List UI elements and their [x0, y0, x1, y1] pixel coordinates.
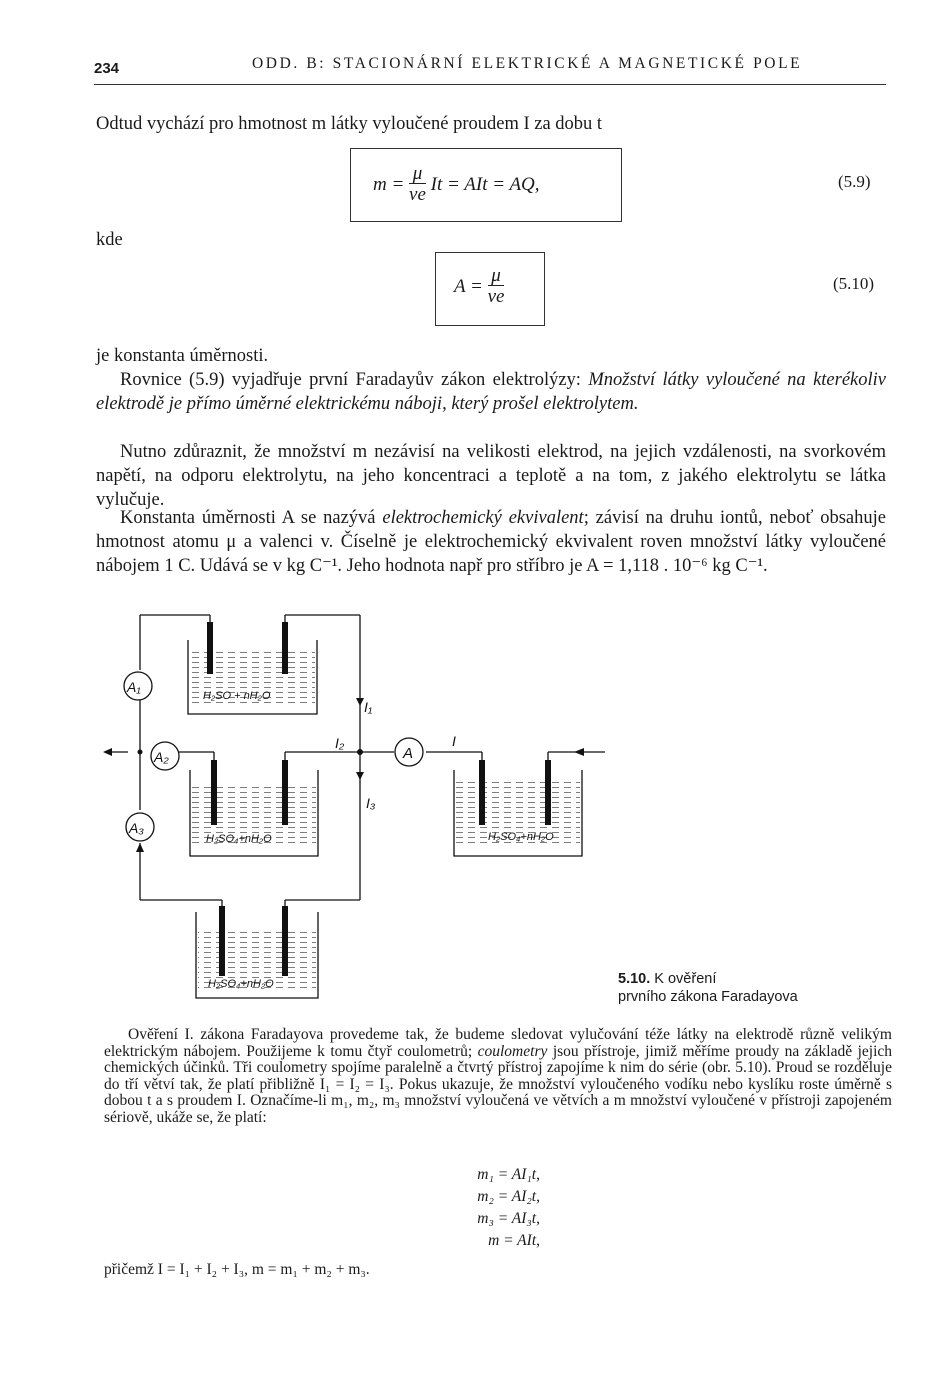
- label-cell-middle: H₂SO₄+nH₂O: [206, 833, 272, 845]
- coulometer-circuit-diagram: [0, 600, 945, 1010]
- junction-node: [357, 749, 363, 755]
- konstanta-text: je konstanta úměrnosti.: [96, 346, 269, 366]
- running-header: ODD. B: STACIONÁRNÍ ELEKTRICKÉ A MAGNETICKÉ POLE: [252, 55, 803, 72]
- equation-5-10-label: (5.10): [833, 274, 875, 293]
- paragraph-independence: Nutno zdůraznit, že množství m nezávisí na velikosti elektrod, na jejich vzdálenosti, na svorkovém napětí, na odporu elektrolytu, na jeho koncentraci a teplotě a na tom, z jakého elektrolytu se látka vylučuje.: [96, 442, 886, 510]
- final-sum-line: přičemž I = I₁ + I₂ + I₃, m = m₁ + m₂ + m₃.: [104, 1261, 370, 1278]
- formula-m: m = AIt,: [488, 1232, 540, 1249]
- experiment-paragraph: [104, 1027, 892, 1126]
- equation-5-9-box: [350, 148, 622, 222]
- equation-5-10: [454, 267, 504, 308]
- label-a2: A₂: [154, 749, 169, 765]
- label-cell-top: H₂SO + nH₂O: [203, 690, 271, 702]
- eq-5-10-numerator: μ: [488, 267, 505, 286]
- page-number: 234: [94, 60, 120, 77]
- eq-5-9-denominator: ve: [409, 184, 426, 205]
- arrow-right-down: [356, 698, 364, 706]
- experiment-text-2: jsou přístroje, jimiž měříme proudy na základě jejich chemických účinků. Tři coulometry spojíme paralelně a čtvrtý přístroj zapojíme k nim do série (obr. 5.10). Proud se rozděluje do tří větví tak, že platí přibližně I₁ = I₂ = I₃. Pokus ukazuje, že množství vyloučeného vodíku nebo kyslíku roste úměrně s dobou t a s proudem I. Označíme-li m₁, m₂, m₃ množství vyloučená ve větvích a m množství vyloučené v přístroji zapojeném sériově, ukáže se, že platí:: [104, 1042, 893, 1126]
- label-i1: I₁: [364, 699, 373, 715]
- label-i2: I₂: [335, 735, 345, 751]
- equation-5-9: [373, 165, 540, 206]
- eq-5-9-lhs: m =: [373, 173, 405, 195]
- arrow-right-down-2: [356, 772, 364, 780]
- kde-text: kde: [96, 230, 123, 250]
- p3-prefix: Konstanta úměrnosti A se nazývá: [120, 508, 383, 528]
- label-cell-bottom: H₂SO₄+nH₂O: [208, 978, 274, 990]
- p1-prefix: Rovnice (5.9) vyjadřuje první Faradayův zákon elektrolýzy:: [120, 370, 589, 390]
- intro-line: Odtud vychází pro hmotnost m látky vyloučené proudem I za dobu t: [96, 114, 603, 134]
- arrow-input: [574, 748, 584, 756]
- arrow-output: [103, 748, 112, 756]
- eq-5-10-fraction: [488, 267, 505, 308]
- caption-line1: K ověření: [654, 971, 717, 987]
- eq-5-10-lhs: A =: [454, 275, 483, 297]
- experiment-term-coulometry: coulometry: [477, 1042, 548, 1060]
- header-rule: [94, 84, 886, 85]
- label-a1: A₁: [127, 679, 141, 695]
- formula-m3: m₃ = AI₃t,: [477, 1210, 540, 1227]
- label-cell-series: H₂SO₄+nH₂O: [488, 831, 554, 843]
- formula-m1: m₁ = AI₁t,: [477, 1166, 540, 1183]
- eq-5-10-denominator: ve: [487, 286, 505, 307]
- paragraph-faraday-law: [96, 368, 886, 416]
- arrow-left-bottom: [136, 843, 144, 852]
- label-a: A: [403, 745, 414, 762]
- p1-law-statement: Množství látky vyloučené na kterékoliv elektrodě je přímo úměrné elektrickému náboji, který prošel elektrolytem.: [96, 370, 886, 414]
- caption-line2: prvního zákona Faradayova: [618, 989, 798, 1005]
- eq-5-9-fraction: [409, 165, 426, 206]
- equation-5-10-box: [435, 252, 545, 326]
- junction-node-left: [138, 750, 143, 755]
- figure-caption: [618, 970, 798, 1006]
- eq-5-9-numerator: μ: [409, 165, 426, 184]
- equation-5-9-label: (5.9): [838, 172, 871, 191]
- eq-5-9-rhs: It = AIt = AQ,: [430, 173, 540, 195]
- label-i: I: [452, 733, 456, 749]
- experiment-text-1: Ověření I. zákona Faradayova provedeme tak, že budeme sledovat vylučování téže látky na elektrodě různě velikým elektrickým nábojem. Použijeme k tomu čtyř coulometrů;: [104, 1026, 892, 1060]
- caption-number: 5.10.: [618, 971, 651, 987]
- p3-term: elektrochemický ekvivalent: [382, 508, 584, 528]
- formula-m2: m₂ = AI₂t,: [477, 1188, 540, 1205]
- p3-suffix: ; závisí na druhu iontů, neboť obsahuje hmotnost atomu μ a valenci v. Číselně je elektrochemický ekvivalent roven množství látky vyloučené nábojem 1 C. Udává se v kg C⁻¹. Jeho hodnota např pro stříbro je A = 1,118 . 10⁻⁶ kg C⁻¹.: [96, 508, 886, 576]
- formula-list: [380, 1166, 540, 1254]
- paragraph-equivalent: [96, 506, 886, 578]
- label-a3: A₃: [129, 820, 144, 836]
- label-i3: I₃: [366, 795, 376, 811]
